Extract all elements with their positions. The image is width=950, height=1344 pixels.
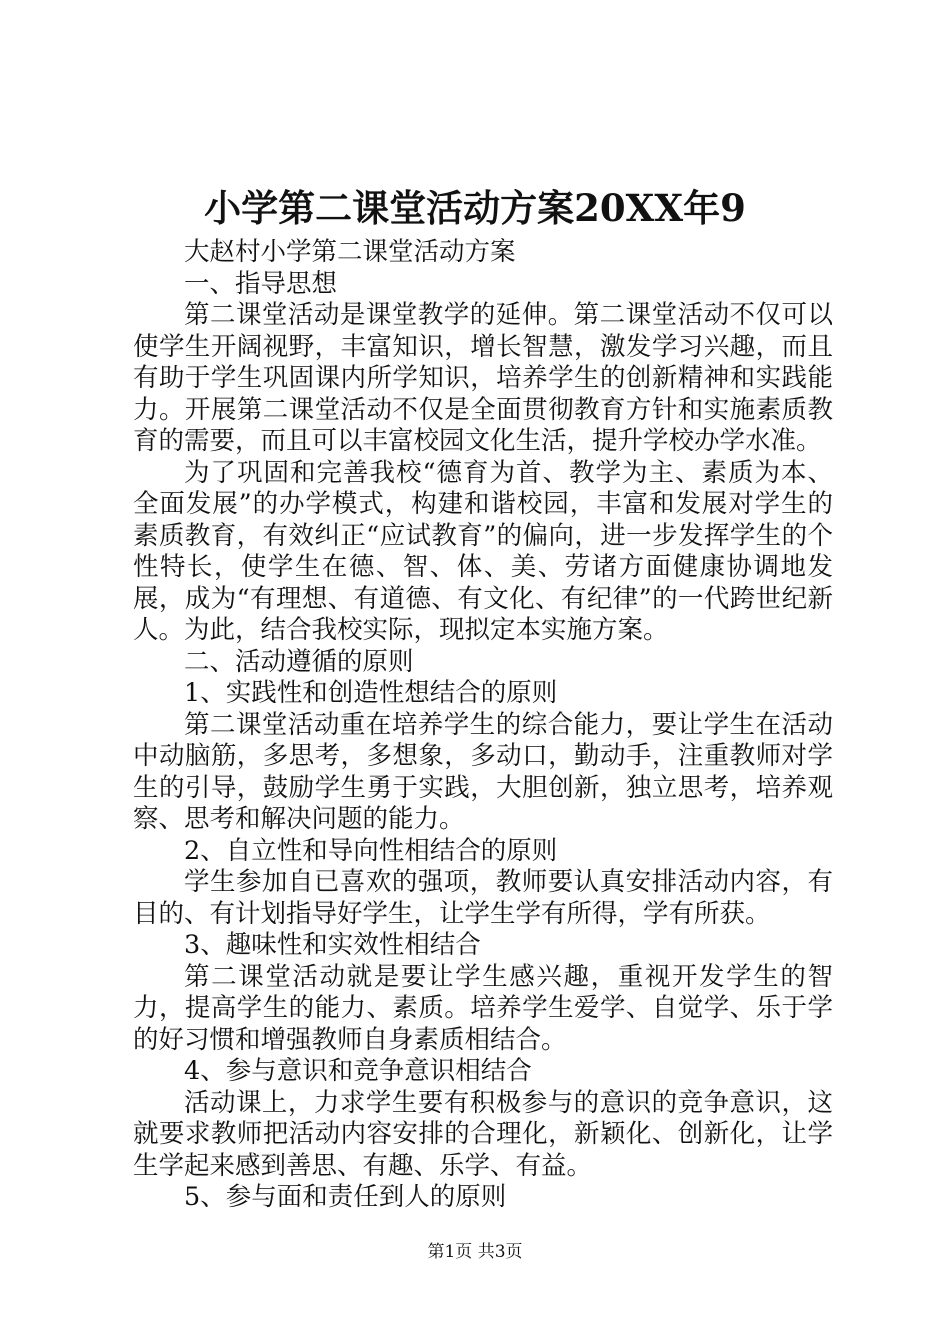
paragraph-principle-2-body: 学生参加自已喜欢的强项，教师要认真安排活动内容，有目的、有计划指导好学生，让学生学有所得，学有所获。: [133, 867, 833, 929]
paragraph-principle-3-body: 第二课堂活动就是要让学生感兴趣，重视开发学生的智力，提高学生的能力、素质。培养学生爱学、自觉学、乐于学的好习惯和增强教师自身素质相结合。: [133, 961, 833, 1055]
paragraph-heading-principles: 二、活动遵循的原则: [184, 646, 414, 677]
paragraph-principle-2-heading: 2、自立性和导向性相结合的原则: [184, 835, 558, 866]
paragraph-principle-1-body: 第二课堂活动重在培养学生的综合能力，要让学生在活动中动脑筋，多思考，多想象，多动口，勤动手，注重教师对学生的引导，鼓励学生勇于实践，大胆创新，独立思考，培养观察、思考和解决问题的能力。: [133, 709, 833, 834]
paragraph-principle-4-body: 活动课上，力求学生要有积极参与的意识的竞争意识，这就要求教师把活动内容安排的合理化，新颖化、创新化，让学生学起来感到善思、有趣、乐学、有益。: [133, 1087, 833, 1181]
paragraph-subtitle: 大赵村小学第二课堂活动方案: [184, 237, 516, 267]
paragraph-principle-1-heading: 1、实践性和创造性想结合的原则: [184, 678, 558, 708]
paragraph-heading-guiding-thought: 一、指导思想: [184, 268, 338, 299]
document-title: 小学第二课堂活动方案20XX年9: [204, 186, 746, 230]
paragraph-principle-4-heading: 4、参与意识和竞争意识相结合: [184, 1056, 532, 1086]
paragraph-principle-3-heading: 3、趣味性和实效性相结合: [184, 930, 481, 960]
paragraph-principle-5-heading: 5、参与面和责任到人的原则: [184, 1182, 507, 1212]
paragraph-guiding-thought-1: 第二课堂活动是课堂教学的延伸。第二课堂活动不仅可以使学生开阔视野，丰富知识，增长智慧，激发学习兴趣，而且有助于学生巩固课内所学知识，培养学生的创新精神和实践能力。开展第二课堂活动不仅是全面贯彻教育方针和实施素质教育的需要，而且可以丰富校园文化生活，提升学校办学水准。: [133, 300, 833, 456]
page-footer: 第1页 共3页: [427, 1242, 523, 1262]
paragraph-guiding-thought-2: 为了巩固和完善我校“德育为首、教学为主、素质为本、全面发展”的办学模式，构建和谐校园，丰富和发展对学生的素质教育，有效纠正“应试教育”的偏向，进一步发挥学生的个性特长，使学生在德、智、体、美、劳诸方面健康协调地发展，成为“有理想、有道德、有文化、有纪律”的一代跨世纪新人。为此，结合我校实际，现拟定本实施方案。: [133, 457, 833, 645]
document-body: [133, 237, 833, 1214]
